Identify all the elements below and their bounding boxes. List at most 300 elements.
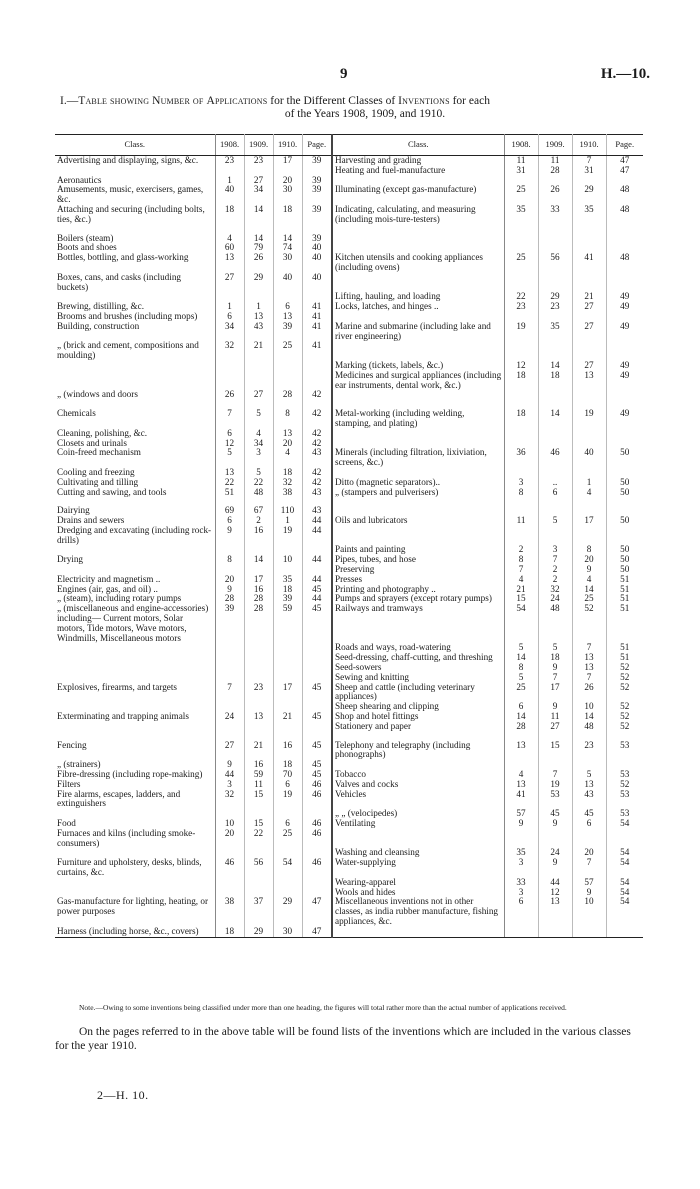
cell-1909-right: .. xyxy=(538,478,572,488)
cell-class-right: Ventilating xyxy=(332,819,504,829)
cell-1909-left: 13 xyxy=(244,312,273,322)
cell-1908-left: 4 xyxy=(215,234,244,244)
cell-1910-right: 27 xyxy=(572,322,606,342)
cell-page-left: 46 xyxy=(302,829,332,849)
cell-1910-left: 39 xyxy=(273,594,302,604)
cell-class-right: Railways and tramways xyxy=(332,604,504,643)
cell-1909-right: 28 xyxy=(538,166,572,176)
cell-1909-left: 22 xyxy=(244,829,273,849)
cell-1910-right xyxy=(572,829,606,849)
cell-1909-left: 26 xyxy=(244,253,273,273)
cell-1908-left xyxy=(215,722,244,732)
cell-1910-left: 6 xyxy=(273,302,302,312)
cell-class-right: Seed-dressing, chaff-cutting, and threshing xyxy=(332,653,504,663)
table-body xyxy=(55,156,643,938)
cell-1909-right: 9 xyxy=(538,858,572,878)
cell-1908-right: 25 xyxy=(504,185,538,205)
cell-1910-left: 18 xyxy=(273,760,302,770)
table-row xyxy=(55,829,643,849)
cell-1910-left: 18 xyxy=(273,585,302,595)
column-1909-right: 1909. xyxy=(538,135,572,156)
cell-class-right: Sheep and cattle (including veterinary appliances) xyxy=(332,683,504,703)
cell-1908-right: 8 xyxy=(504,488,538,498)
cell-1909-left xyxy=(244,878,273,888)
cell-1908-right xyxy=(504,273,538,293)
cell-1908-right: 4 xyxy=(504,575,538,585)
cell-class-right: Telephony and telegraphy (including phonographs) xyxy=(332,741,504,761)
cell-page-left: 43 xyxy=(302,506,332,516)
cell-1909-left: 3 xyxy=(244,448,273,468)
cell-1910-left xyxy=(273,643,302,653)
cell-1909-left: 15 xyxy=(244,790,273,810)
cell-page-left xyxy=(302,643,332,653)
table-row xyxy=(55,790,643,810)
cell-class-left: „ (steam), including rotary pumps xyxy=(55,594,215,604)
cell-1908-left: 27 xyxy=(215,741,244,761)
cell-page-right: 50 xyxy=(620,564,630,575)
cell-class-right: Roads and ways, road-watering xyxy=(332,643,504,653)
table-row xyxy=(55,897,643,926)
cell-page-left: 41 xyxy=(302,341,332,361)
cell-1909-left: 27 xyxy=(244,176,273,186)
cell-1910-left: 28 xyxy=(273,390,302,400)
cell-class-left: Building, construction xyxy=(55,322,215,342)
cell-1908-right: 21 xyxy=(504,585,538,595)
cell-1908-right: 35 xyxy=(504,848,538,858)
table-row xyxy=(55,722,643,732)
cell-1910-right xyxy=(572,927,606,937)
cell-class-left xyxy=(55,653,215,663)
cell-1908-left: 1 xyxy=(215,302,244,312)
cell-class-right xyxy=(332,497,504,506)
cell-page-right xyxy=(606,497,643,506)
cell-page-right: 50 xyxy=(620,515,630,526)
cell-page-left: 41 xyxy=(302,312,332,322)
cell-1910-left: 54 xyxy=(273,858,302,878)
cell-page-left: 44 xyxy=(302,575,332,585)
cell-1908-right: 7 xyxy=(504,565,538,575)
cell-1910-right: 13 xyxy=(572,371,606,391)
cell-class-right: Heating and fuel-manufacture xyxy=(332,166,504,176)
cell-page-right: 52 xyxy=(620,701,630,712)
cell-1909-right: 35 xyxy=(538,322,572,342)
cell-class-right: Indicating, calculating, and measuring (including mois-ture-testers) xyxy=(332,205,504,225)
cell-page-right: 54 xyxy=(620,886,630,897)
cell-page-right xyxy=(606,234,643,244)
cell-page-left: 39 xyxy=(302,176,332,186)
cell-1909-left: 14 xyxy=(244,205,273,225)
cell-class-right: Illuminating (except gas-manufacture) xyxy=(332,185,504,205)
cell-page-right: 52 xyxy=(620,778,630,789)
cell-1909-right: 18 xyxy=(538,371,572,391)
cell-page-right: 53 xyxy=(620,739,630,750)
cell-1909-right: 14 xyxy=(538,409,572,429)
column-class-right: Class. xyxy=(332,135,504,156)
cell-class-right: Kitchen utensils and cooking appliances (including ovens) xyxy=(332,253,504,273)
table-row xyxy=(55,273,643,293)
cell-1908-right xyxy=(504,234,538,244)
cell-1908-right: 18 xyxy=(504,409,538,429)
cell-1909-right: 32 xyxy=(538,585,572,595)
cell-class-left: Amusements, music, exercisers, games, &c. xyxy=(55,185,215,205)
cell-1908-left: 60 xyxy=(215,243,244,253)
cell-1910-left: 74 xyxy=(273,243,302,253)
cell-page-right: 49 xyxy=(620,369,630,380)
cell-1910-left: 19 xyxy=(273,526,302,546)
cell-page-right: 47 xyxy=(620,164,630,175)
cell-1910-right: 52 xyxy=(572,604,606,643)
cell-1909-left: 2 xyxy=(244,516,273,526)
cell-page-right: 50 xyxy=(620,544,630,555)
cell-1908-left: 26 xyxy=(215,390,244,400)
cell-page-right: 52 xyxy=(620,711,630,722)
cell-1910-left xyxy=(273,371,302,391)
cell-class-left: Fire alarms, escapes, ladders, and extinguishers xyxy=(55,790,215,810)
cell-1908-left: 6 xyxy=(215,516,244,526)
cell-class-left xyxy=(55,878,215,888)
cell-1909-right: 18 xyxy=(538,653,572,663)
cell-1909-right: 6 xyxy=(538,488,572,498)
cell-page-right xyxy=(606,829,643,849)
cell-1910-right: 41 xyxy=(572,253,606,273)
cell-1910-left: 30 xyxy=(273,185,302,205)
cell-1908-right xyxy=(504,526,538,546)
cell-1908-left: 1 xyxy=(215,176,244,186)
cell-class-right xyxy=(332,390,504,400)
cell-page-left: 42 xyxy=(302,390,332,400)
cell-class-right: Sheep shearing and clipping xyxy=(332,702,504,712)
cell-1908-right xyxy=(504,225,538,234)
cell-class-right: Lifting, hauling, and loading xyxy=(332,292,504,302)
cell-page-right: 49 xyxy=(620,320,630,331)
table-row xyxy=(55,409,643,429)
cell-page-right: 52 xyxy=(620,671,630,682)
cell-1910-right: 13 xyxy=(572,653,606,663)
cell-1909-left: 14 xyxy=(244,555,273,565)
cell-1908-right: 11 xyxy=(504,516,538,526)
cell-1909-left: 4 xyxy=(244,429,273,439)
cell-class-right: Oils and lubricators xyxy=(332,516,504,526)
cell-1909-right: 45 xyxy=(538,809,572,819)
cell-1910-right xyxy=(572,390,606,400)
cell-1908-right: 31 xyxy=(504,166,538,176)
cell-page-left: 46 xyxy=(302,858,332,878)
cell-page-right xyxy=(606,390,643,400)
cell-page-right xyxy=(606,927,643,937)
cell-page-right: 51 xyxy=(620,603,630,614)
cell-1909-left: 5 xyxy=(244,468,273,478)
cell-1909-right: 5 xyxy=(538,643,572,653)
cell-page-left: 45 xyxy=(302,585,332,595)
cell-page-right: 49 xyxy=(620,359,630,370)
cell-1908-right xyxy=(504,390,538,400)
cell-class-right: „ „ (velocipedes) xyxy=(332,809,504,819)
cell-class-right: Tobacco xyxy=(332,770,504,780)
signature-mark: 2—H. 10. xyxy=(97,1088,149,1102)
cell-page-left xyxy=(302,663,332,673)
table-row xyxy=(55,205,643,225)
cell-1910-left: 20 xyxy=(273,439,302,449)
cell-class-left: Food xyxy=(55,819,215,829)
cell-class-right: Seed-sowers xyxy=(332,663,504,673)
cell-1909-right: 7 xyxy=(538,770,572,780)
cell-1910-left: 29 xyxy=(273,897,302,926)
column-page-left: Page. xyxy=(302,135,332,156)
cell-page-right: 52 xyxy=(620,681,630,692)
cell-1909-right: 33 xyxy=(538,205,572,225)
cell-class-right: Paints and painting xyxy=(332,545,504,555)
cell-1909-left: 59 xyxy=(244,770,273,780)
cell-1910-right: 57 xyxy=(572,878,606,888)
cell-1908-right: 3 xyxy=(504,858,538,878)
cell-1910-right: 7 xyxy=(572,673,606,683)
cell-class-right xyxy=(332,273,504,293)
cell-class-left: Brooms and brushes (including mops) xyxy=(55,312,215,322)
cell-1908-left: 9 xyxy=(215,585,244,595)
cell-class-left: Exterminating and trapping animals xyxy=(55,712,215,722)
cell-1910-right: 48 xyxy=(572,722,606,732)
table-row xyxy=(55,858,643,878)
cell-1909-left xyxy=(244,663,273,673)
cell-page-right: 54 xyxy=(620,847,630,858)
cell-1909-right: 24 xyxy=(538,594,572,604)
cell-1910-right: 27 xyxy=(572,302,606,312)
cell-1910-left: 18 xyxy=(273,205,302,225)
cell-1908-left xyxy=(215,643,244,653)
cell-page-left: 45 xyxy=(302,683,332,703)
cell-class-left xyxy=(55,809,215,819)
cell-page-right: 50 xyxy=(620,486,630,497)
cell-class-left: Coin-freed mechanism xyxy=(55,448,215,468)
cell-1909-left: 48 xyxy=(244,488,273,498)
cell-1908-left: 40 xyxy=(215,185,244,205)
cell-1908-left: 38 xyxy=(215,897,244,926)
cell-page-right: 52 xyxy=(620,720,630,731)
cell-1909-left xyxy=(244,361,273,371)
cell-class-right: Pipes, tubes, and hose xyxy=(332,555,504,565)
cell-page-right: 53 xyxy=(620,769,630,780)
cell-1908-left: 5 xyxy=(215,448,244,468)
cell-1909-right: 17 xyxy=(538,683,572,703)
cell-1909-right: 7 xyxy=(538,555,572,565)
cell-page-left: 45 xyxy=(302,712,332,722)
cell-1908-right: 41 xyxy=(504,790,538,810)
cell-1910-right: 40 xyxy=(572,448,606,468)
cell-1909-left: 21 xyxy=(244,741,273,761)
cell-1909-right: 27 xyxy=(538,722,572,732)
cell-1909-left xyxy=(244,371,273,391)
cell-class-right: Valves and cocks xyxy=(332,780,504,790)
cell-1908-left xyxy=(215,663,244,673)
cell-class-right: Wearing-apparel xyxy=(332,878,504,888)
cell-1909-right: 23 xyxy=(538,302,572,312)
cell-class-right: Miscellaneous inventions not in other classes, as india rubber manufacture, fishing appliances, &c. xyxy=(332,897,504,926)
cell-page-left: 45 xyxy=(302,604,332,643)
cell-class-left: Dredging and excavating (including rock-drills) xyxy=(55,526,215,546)
cell-page-right: 52 xyxy=(620,662,630,673)
cell-1910-left: 18 xyxy=(273,468,302,478)
cell-class-right: Stationery and paper xyxy=(332,722,504,732)
cell-1909-right: 48 xyxy=(538,604,572,643)
cell-1908-left: 27 xyxy=(215,273,244,293)
cell-1909-right xyxy=(538,526,572,546)
cell-1909-right: 2 xyxy=(538,565,572,575)
cell-1908-left: 32 xyxy=(215,790,244,810)
cell-class-right: Metal-working (including welding, stamping, and plating) xyxy=(332,409,504,429)
cell-page-right: 51 xyxy=(620,593,630,604)
cell-class-left xyxy=(55,643,215,653)
cell-1908-left: 12 xyxy=(215,439,244,449)
cell-class-left: Aeronautics xyxy=(55,176,215,186)
table-title-line-2: of the Years 1908, 1909, and 1910. xyxy=(284,108,446,120)
cell-1910-right: 4 xyxy=(572,488,606,498)
cell-1908-left: 8 xyxy=(215,555,244,565)
cell-page-left: 40 xyxy=(302,253,332,273)
cell-class-left: Fibre-dressing (including rope-making) xyxy=(55,770,215,780)
table-row xyxy=(55,497,643,506)
cell-1910-right: 14 xyxy=(572,712,606,722)
cell-class-left: Cutting and sawing, and tools xyxy=(55,488,215,498)
cell-1909-right: 3 xyxy=(538,545,572,555)
cell-class-right: Marking (tickets, labels, &c.) xyxy=(332,361,504,371)
cell-class-right: Vehicles xyxy=(332,790,504,810)
cell-1909-left: 29 xyxy=(244,927,273,937)
cell-1908-right: 9 xyxy=(504,819,538,829)
cell-1908-left: 9 xyxy=(215,526,244,546)
cell-page-left: 39 xyxy=(302,234,332,244)
cell-page-left: 39 xyxy=(302,156,332,166)
cell-class-left: Filters xyxy=(55,780,215,790)
cell-class-right xyxy=(332,526,504,546)
cell-1910-right: 14 xyxy=(572,585,606,595)
cell-page-right: 48 xyxy=(620,184,630,195)
cell-page-left: 41 xyxy=(302,302,332,312)
cell-1909-right: 53 xyxy=(538,790,572,810)
cell-1909-right xyxy=(538,390,572,400)
cell-class-right: Marine and submarine (including lake and river engineering) xyxy=(332,322,504,342)
cell-1910-right: 7 xyxy=(572,643,606,653)
cell-class-left: Engines (air, gas, and oil) .. xyxy=(55,585,215,595)
cell-page-right: 51 xyxy=(620,583,630,594)
cell-1909-right xyxy=(538,273,572,293)
cell-1908-left: 13 xyxy=(215,468,244,478)
cell-page-right: 54 xyxy=(620,876,630,887)
cell-1909-right: 44 xyxy=(538,878,572,888)
cell-class-right xyxy=(332,829,504,849)
cell-1909-left: 21 xyxy=(244,341,273,361)
cell-1908-right: 14 xyxy=(504,653,538,663)
cell-class-left xyxy=(55,722,215,732)
cell-class-left: Harness (including horse, &c., covers) xyxy=(55,927,215,937)
document-reference: H.—10. xyxy=(600,66,650,82)
cell-page-right: 47 xyxy=(620,155,630,165)
cell-1909-right: 15 xyxy=(538,741,572,761)
cell-1910-right: 17 xyxy=(572,516,606,526)
cell-1910-left: 38 xyxy=(273,488,302,498)
cell-class-right: Ditto (magnetic separators).. xyxy=(332,478,504,488)
table-row xyxy=(55,390,643,400)
cell-page-right xyxy=(606,273,643,293)
cell-1910-right: 27 xyxy=(572,361,606,371)
cell-1908-left: 18 xyxy=(215,205,244,225)
cell-1910-right xyxy=(572,341,606,361)
cell-page-right: 51 xyxy=(620,573,630,584)
cell-class-left: Bottles, bottling, and glass-working xyxy=(55,253,215,273)
cell-class-right xyxy=(332,429,504,439)
cell-class-right xyxy=(332,927,504,937)
cell-1908-left: 44 xyxy=(215,770,244,780)
cell-1909-right xyxy=(538,341,572,361)
cell-class-left: Drying xyxy=(55,555,215,565)
cell-page-right xyxy=(606,225,643,234)
table-row xyxy=(55,253,643,273)
cell-class-right: Printing and photography .. xyxy=(332,585,504,595)
cell-class-left: Furnaces and kilns (including smoke-consumers) xyxy=(55,829,215,849)
cell-1910-left: 6 xyxy=(273,819,302,829)
cell-1910-left: 4 xyxy=(273,448,302,468)
cell-page-left: 44 xyxy=(302,594,332,604)
cell-1909-right: 26 xyxy=(538,185,572,205)
cell-1910-right xyxy=(572,526,606,546)
cell-1910-right: 9 xyxy=(572,565,606,575)
cell-page-left: 40 xyxy=(302,273,332,293)
cell-1908-left: 7 xyxy=(215,683,244,703)
cell-1910-right: 5 xyxy=(572,770,606,780)
cell-1908-left: 32 xyxy=(215,341,244,361)
cell-1909-right: 46 xyxy=(538,448,572,468)
cell-1910-left: 70 xyxy=(273,770,302,780)
cell-class-left: Brewing, distilling, &c. xyxy=(55,302,215,312)
cell-class-left: Drains and sewers xyxy=(55,516,215,526)
cell-1909-left: 5 xyxy=(244,409,273,429)
cell-page-left: 44 xyxy=(302,526,332,546)
cell-1909-right: 19 xyxy=(538,780,572,790)
cell-1910-left: 17 xyxy=(273,156,302,166)
cell-page-right: 48 xyxy=(620,252,630,263)
cell-class-left: Chemicals xyxy=(55,409,215,429)
cell-page-right: 51 xyxy=(620,652,630,663)
cell-1909-right: 5 xyxy=(538,516,572,526)
cell-class-right: „ (stampers and pulverisers) xyxy=(332,488,504,498)
cell-1908-left: 23 xyxy=(215,156,244,166)
cell-1909-left: 56 xyxy=(244,858,273,878)
cell-class-right: Shop and hotel fittings xyxy=(332,712,504,722)
cell-1909-right: 9 xyxy=(538,819,572,829)
cell-page-left: 39 xyxy=(302,205,332,225)
cell-page-right: 50 xyxy=(620,476,630,487)
cell-1908-right: 28 xyxy=(504,722,538,732)
cell-1908-right: 57 xyxy=(504,809,538,819)
cell-class-right: Preserving xyxy=(332,565,504,575)
cell-1908-right: 54 xyxy=(504,604,538,643)
cell-class-right: Sewing and knitting xyxy=(332,673,504,683)
column-page-right: Page. xyxy=(606,135,643,156)
cell-1910-right: 8 xyxy=(572,545,606,555)
cell-1908-left: 28 xyxy=(215,594,244,604)
cell-1910-left: 59 xyxy=(273,604,302,643)
cell-1909-left: 67 xyxy=(244,506,273,516)
cell-1909-left: 79 xyxy=(244,243,273,253)
cell-1909-left xyxy=(244,643,273,653)
cell-1908-right: 11 xyxy=(504,156,538,166)
cell-1910-left: 25 xyxy=(273,341,302,361)
cell-1908-left: 20 xyxy=(215,829,244,849)
cell-1908-right: 35 xyxy=(504,205,538,225)
cell-1909-left: 16 xyxy=(244,760,273,770)
cell-class-right: Harvesting and grading xyxy=(332,156,504,166)
cell-1910-left: 25 xyxy=(273,829,302,849)
cell-1908-right: 13 xyxy=(504,741,538,761)
